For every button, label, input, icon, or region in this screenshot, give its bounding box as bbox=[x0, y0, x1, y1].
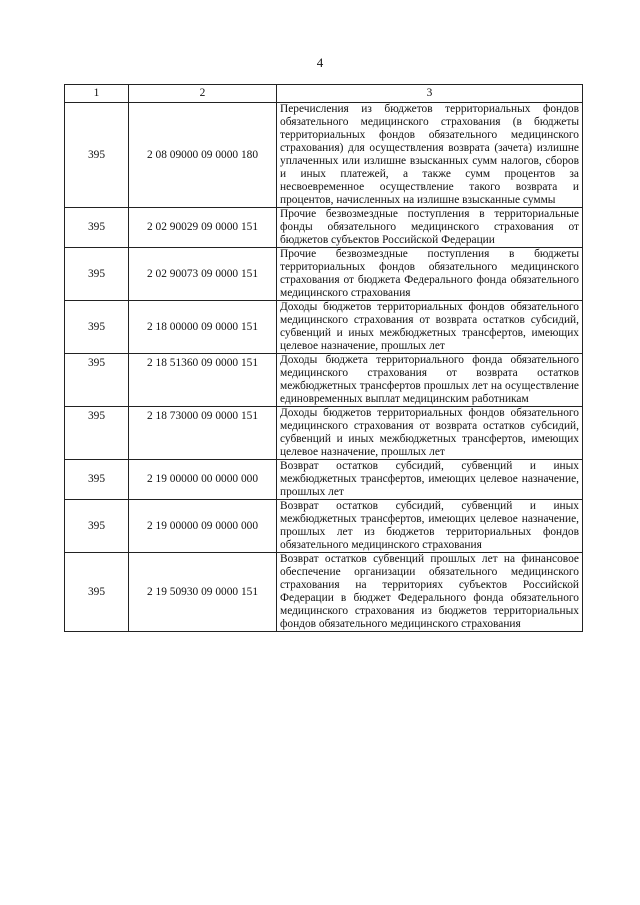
table-row bbox=[65, 248, 583, 301]
table-row bbox=[65, 301, 583, 354]
description-cell: Прочие безвозмездные поступления в бюджеты территориальных фондов обязательного медицинского страхования от бюджета Федерального фонда обязательного медицинского страхования bbox=[277, 248, 583, 301]
admin-code-cell: 395 bbox=[65, 460, 129, 500]
table-row bbox=[65, 460, 583, 500]
header-col-1: 1 bbox=[65, 85, 129, 103]
admin-code-cell: 395 bbox=[65, 103, 129, 208]
budget-code-cell: 2 19 00000 09 0000 000 bbox=[129, 500, 277, 553]
budget-code-cell: 2 19 50930 09 0000 151 bbox=[129, 553, 277, 632]
budget-code-cell: 2 02 90029 09 0000 151 bbox=[129, 208, 277, 248]
budget-code-cell: 2 02 90073 09 0000 151 bbox=[129, 248, 277, 301]
budget-code-cell: 2 18 51360 09 0000 151 bbox=[129, 354, 277, 407]
admin-code-cell: 395 bbox=[65, 354, 129, 407]
budget-code-cell: 2 08 09000 09 0000 180 bbox=[129, 103, 277, 208]
admin-code-cell: 395 bbox=[65, 407, 129, 460]
description-cell: Возврат остатков субвенций прошлых лет на финансовое обеспечение организации обязательного медицинского страхования на территориях субъектов Российской Федерации в бюджет Федерального фонда обязательного медицинского страхования из бюджетов территориальных фондов обязательного медицинского страхования bbox=[277, 553, 583, 632]
header-col-3: 3 bbox=[277, 85, 583, 103]
description-cell: Возврат остатков субсидий, субвенций и иных межбюджетных трансфертов, имеющих целевое назначение, прошлых лет из бюджетов территориальных фондов обязательного медицинского страхования bbox=[277, 500, 583, 553]
admin-code-cell: 395 bbox=[65, 248, 129, 301]
budget-classification-table bbox=[64, 84, 583, 632]
description-cell: Доходы бюджета территориального фонда обязательного медицинского страхования от возврата остатков межбюджетных трансфертов прошлых лет на осуществление единовременных выплат медицинским работникам bbox=[277, 354, 583, 407]
budget-code-cell: 2 18 73000 09 0000 151 bbox=[129, 407, 277, 460]
admin-code-cell: 395 bbox=[65, 553, 129, 632]
table-row bbox=[65, 354, 583, 407]
budget-code-cell: 2 19 00000 00 0000 000 bbox=[129, 460, 277, 500]
budget-code-cell: 2 18 00000 09 0000 151 bbox=[129, 301, 277, 354]
description-cell: Возврат остатков субсидий, субвенций и иных межбюджетных трансфертов, имеющих целевое назначение, прошлых лет bbox=[277, 460, 583, 500]
admin-code-cell: 395 bbox=[65, 208, 129, 248]
description-cell: Доходы бюджетов территориальных фондов обязательного медицинского страхования от возврата остатков субсидий, субвенций и иных межбюджетных трансфертов, имеющих целевое назначение, прошлых лет bbox=[277, 301, 583, 354]
table-row bbox=[65, 553, 583, 632]
description-cell: Перечисления из бюджетов территориальных фондов обязательного медицинского страхования (в бюджеты территориальных фондов обязательного медицинского страхования) для осуществления возврата (зачета) излишне уплаченных или излишне взысканных сумм налогов, сборов и иных платежей, а также сумм процентов за несвоевременное осуществление такого возврата и процентов, начисленных на излишне взысканные суммы bbox=[277, 103, 583, 208]
page-number: 4 bbox=[316, 55, 324, 70]
table-row bbox=[65, 103, 583, 208]
admin-code-cell: 395 bbox=[65, 500, 129, 553]
admin-code-cell: 395 bbox=[65, 301, 129, 354]
header-col-2: 2 bbox=[129, 85, 277, 103]
table-row bbox=[65, 500, 583, 553]
table-header-row bbox=[65, 85, 583, 103]
description-cell: Прочие безвозмездные поступления в территориальные фонды обязательного медицинского страхования от бюджетов субъектов Российской Федерации bbox=[277, 208, 583, 248]
table-row bbox=[65, 407, 583, 460]
description-cell: Доходы бюджетов территориальных фондов обязательного медицинского страхования от возврата остатков субсидий, субвенций и иных межбюджетных трансфертов, имеющих целевое назначение, прошлых лет bbox=[277, 407, 583, 460]
table-row bbox=[65, 208, 583, 248]
